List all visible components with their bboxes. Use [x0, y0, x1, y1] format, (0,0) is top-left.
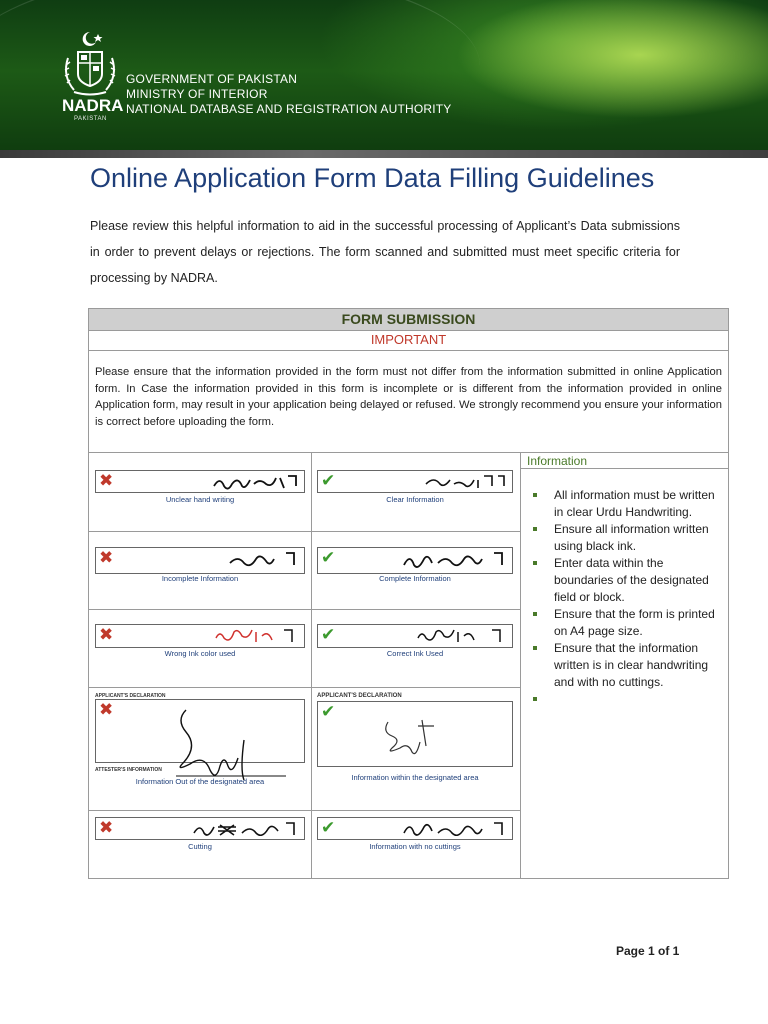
- information-item: All information must be written in clear Urdu Handwriting.: [533, 487, 721, 521]
- handwriting-sample: [95, 624, 305, 648]
- cross-icon: ✖: [99, 625, 114, 645]
- check-icon: ✔: [321, 702, 336, 722]
- check-icon: ✔: [321, 818, 336, 838]
- example-caption-good: Clear Information: [386, 495, 444, 504]
- handwriting-sample: [317, 817, 513, 840]
- example-caption-bad: Cutting: [188, 842, 212, 851]
- handwriting-scribble: [412, 626, 508, 646]
- handwriting-sample: [95, 470, 305, 493]
- handwriting-scribble: [210, 472, 300, 492]
- information-heading: Information: [520, 452, 728, 469]
- form-submission-heading: [89, 309, 728, 331]
- information-item: Enter data within the boundaries of the designated field or block.: [533, 555, 721, 606]
- cross-icon: ✖: [99, 700, 114, 720]
- handwriting-sample: [95, 817, 305, 840]
- check-icon: ✔: [321, 625, 336, 645]
- handwriting-scribble: [398, 549, 508, 571]
- handwriting-scribble: [190, 819, 300, 839]
- applicant-declaration-label: APPLICANT'S DECLARATION: [95, 693, 166, 699]
- page-title: Online Application Form Data Filling Guidelines: [90, 163, 655, 193]
- grid-line: [520, 452, 521, 879]
- example-caption-good: Correct Ink Used: [386, 649, 444, 658]
- grid-line: [89, 609, 520, 610]
- nadra-logo-subtext: PAKISTAN: [74, 116, 107, 122]
- handwriting-sample: [95, 699, 305, 763]
- banner-bottom-band: [0, 150, 768, 158]
- example-caption-bad: Wrong Ink color used: [164, 649, 236, 658]
- handwriting-scribble: [398, 819, 508, 839]
- page-number: Page 1 of 1: [616, 944, 680, 958]
- example-wrong-ink: [95, 624, 305, 664]
- example-caption-bad: Unclear hand writing: [165, 495, 235, 504]
- example-caption-good: Information with no cuttings: [369, 842, 461, 851]
- example-no-cuttings: [317, 817, 513, 857]
- example-caption-bad: Information Out of the designated area: [135, 777, 265, 786]
- header-line-government: GOVERNMENT OF PAKISTAN: [126, 72, 298, 86]
- example-incomplete-information: [95, 547, 305, 587]
- cross-icon: ✖: [99, 471, 114, 491]
- example-clear-information: [317, 470, 513, 510]
- information-item: Ensure all information written using black ink.: [533, 521, 721, 555]
- information-item: [533, 691, 721, 708]
- grid-line: [89, 531, 520, 532]
- signature-scribble: [156, 700, 306, 786]
- grid-line: [311, 452, 312, 879]
- handwriting-scribble: [418, 472, 508, 492]
- header-line-ministry: MINISTRY OF INTERIOR: [126, 87, 268, 101]
- handwriting-sample: [317, 470, 513, 493]
- handwriting-scribble: [210, 549, 300, 571]
- applicant-declaration-label: APPLICANT'S DECLARATION: [317, 693, 402, 699]
- cross-icon: ✖: [99, 548, 114, 568]
- government-lines: [126, 72, 452, 117]
- grid-line: [89, 687, 520, 688]
- state-emblem-icon: [60, 28, 120, 98]
- signature-scribble: [378, 710, 458, 758]
- intro-paragraph: Please review this helpful information to aid in the successful processing of Applicant’s Data submissions in order to prevent delays or rejections. The form scanned and submitted must meet specific criteria for processing by NADRA.: [90, 219, 680, 285]
- cross-icon: ✖: [99, 818, 114, 838]
- example-unclear-handwriting: [95, 470, 305, 510]
- form-submission-heading-text: FORM SUBMISSION: [341, 311, 476, 327]
- important-notice: Please ensure that the information provided in the form must not differ from the information submitted in online Application form. In Case the information provided in this form is incomplete or is different from the information provided in online Application form, may result in your application being delayed or refused. We strongly recommend you ensure your information is correct before uploading the form.: [95, 366, 722, 428]
- information-item: Ensure that the form is printed on A4 page size.: [533, 606, 721, 640]
- example-correct-ink: [317, 624, 513, 664]
- information-item: Ensure that the information written is in clear handwriting and with no cuttings.: [533, 640, 721, 691]
- handwriting-sample: [317, 701, 513, 767]
- handwriting-sample: [317, 624, 513, 648]
- example-caption-good: Information within the designated area: [351, 773, 479, 782]
- form-submission-table: [88, 308, 729, 879]
- handwriting-sample: [317, 547, 513, 574]
- handwriting-scribble: [210, 626, 300, 646]
- check-icon: ✔: [321, 471, 336, 491]
- nadra-logo: NADRA: [62, 96, 124, 115]
- example-within-area: [317, 693, 513, 803]
- header-banner: [0, 0, 768, 158]
- grid-line: [89, 452, 520, 453]
- important-subheading: IMPORTANT: [89, 331, 728, 351]
- example-complete-information: [317, 547, 513, 587]
- grid-line: [89, 810, 520, 811]
- attester-information-label: ATTESTER'S INFORMATION: [95, 767, 162, 773]
- handwriting-sample: [95, 547, 305, 574]
- example-cutting: [95, 817, 305, 857]
- header-line-authority: NATIONAL DATABASE AND REGISTRATION AUTHORITY: [126, 102, 452, 116]
- example-out-of-area: [95, 693, 305, 803]
- example-caption-good: Complete Information: [379, 574, 451, 583]
- check-icon: ✔: [321, 548, 336, 568]
- example-caption-bad: Incomplete Information: [161, 574, 239, 583]
- information-list: [533, 487, 721, 708]
